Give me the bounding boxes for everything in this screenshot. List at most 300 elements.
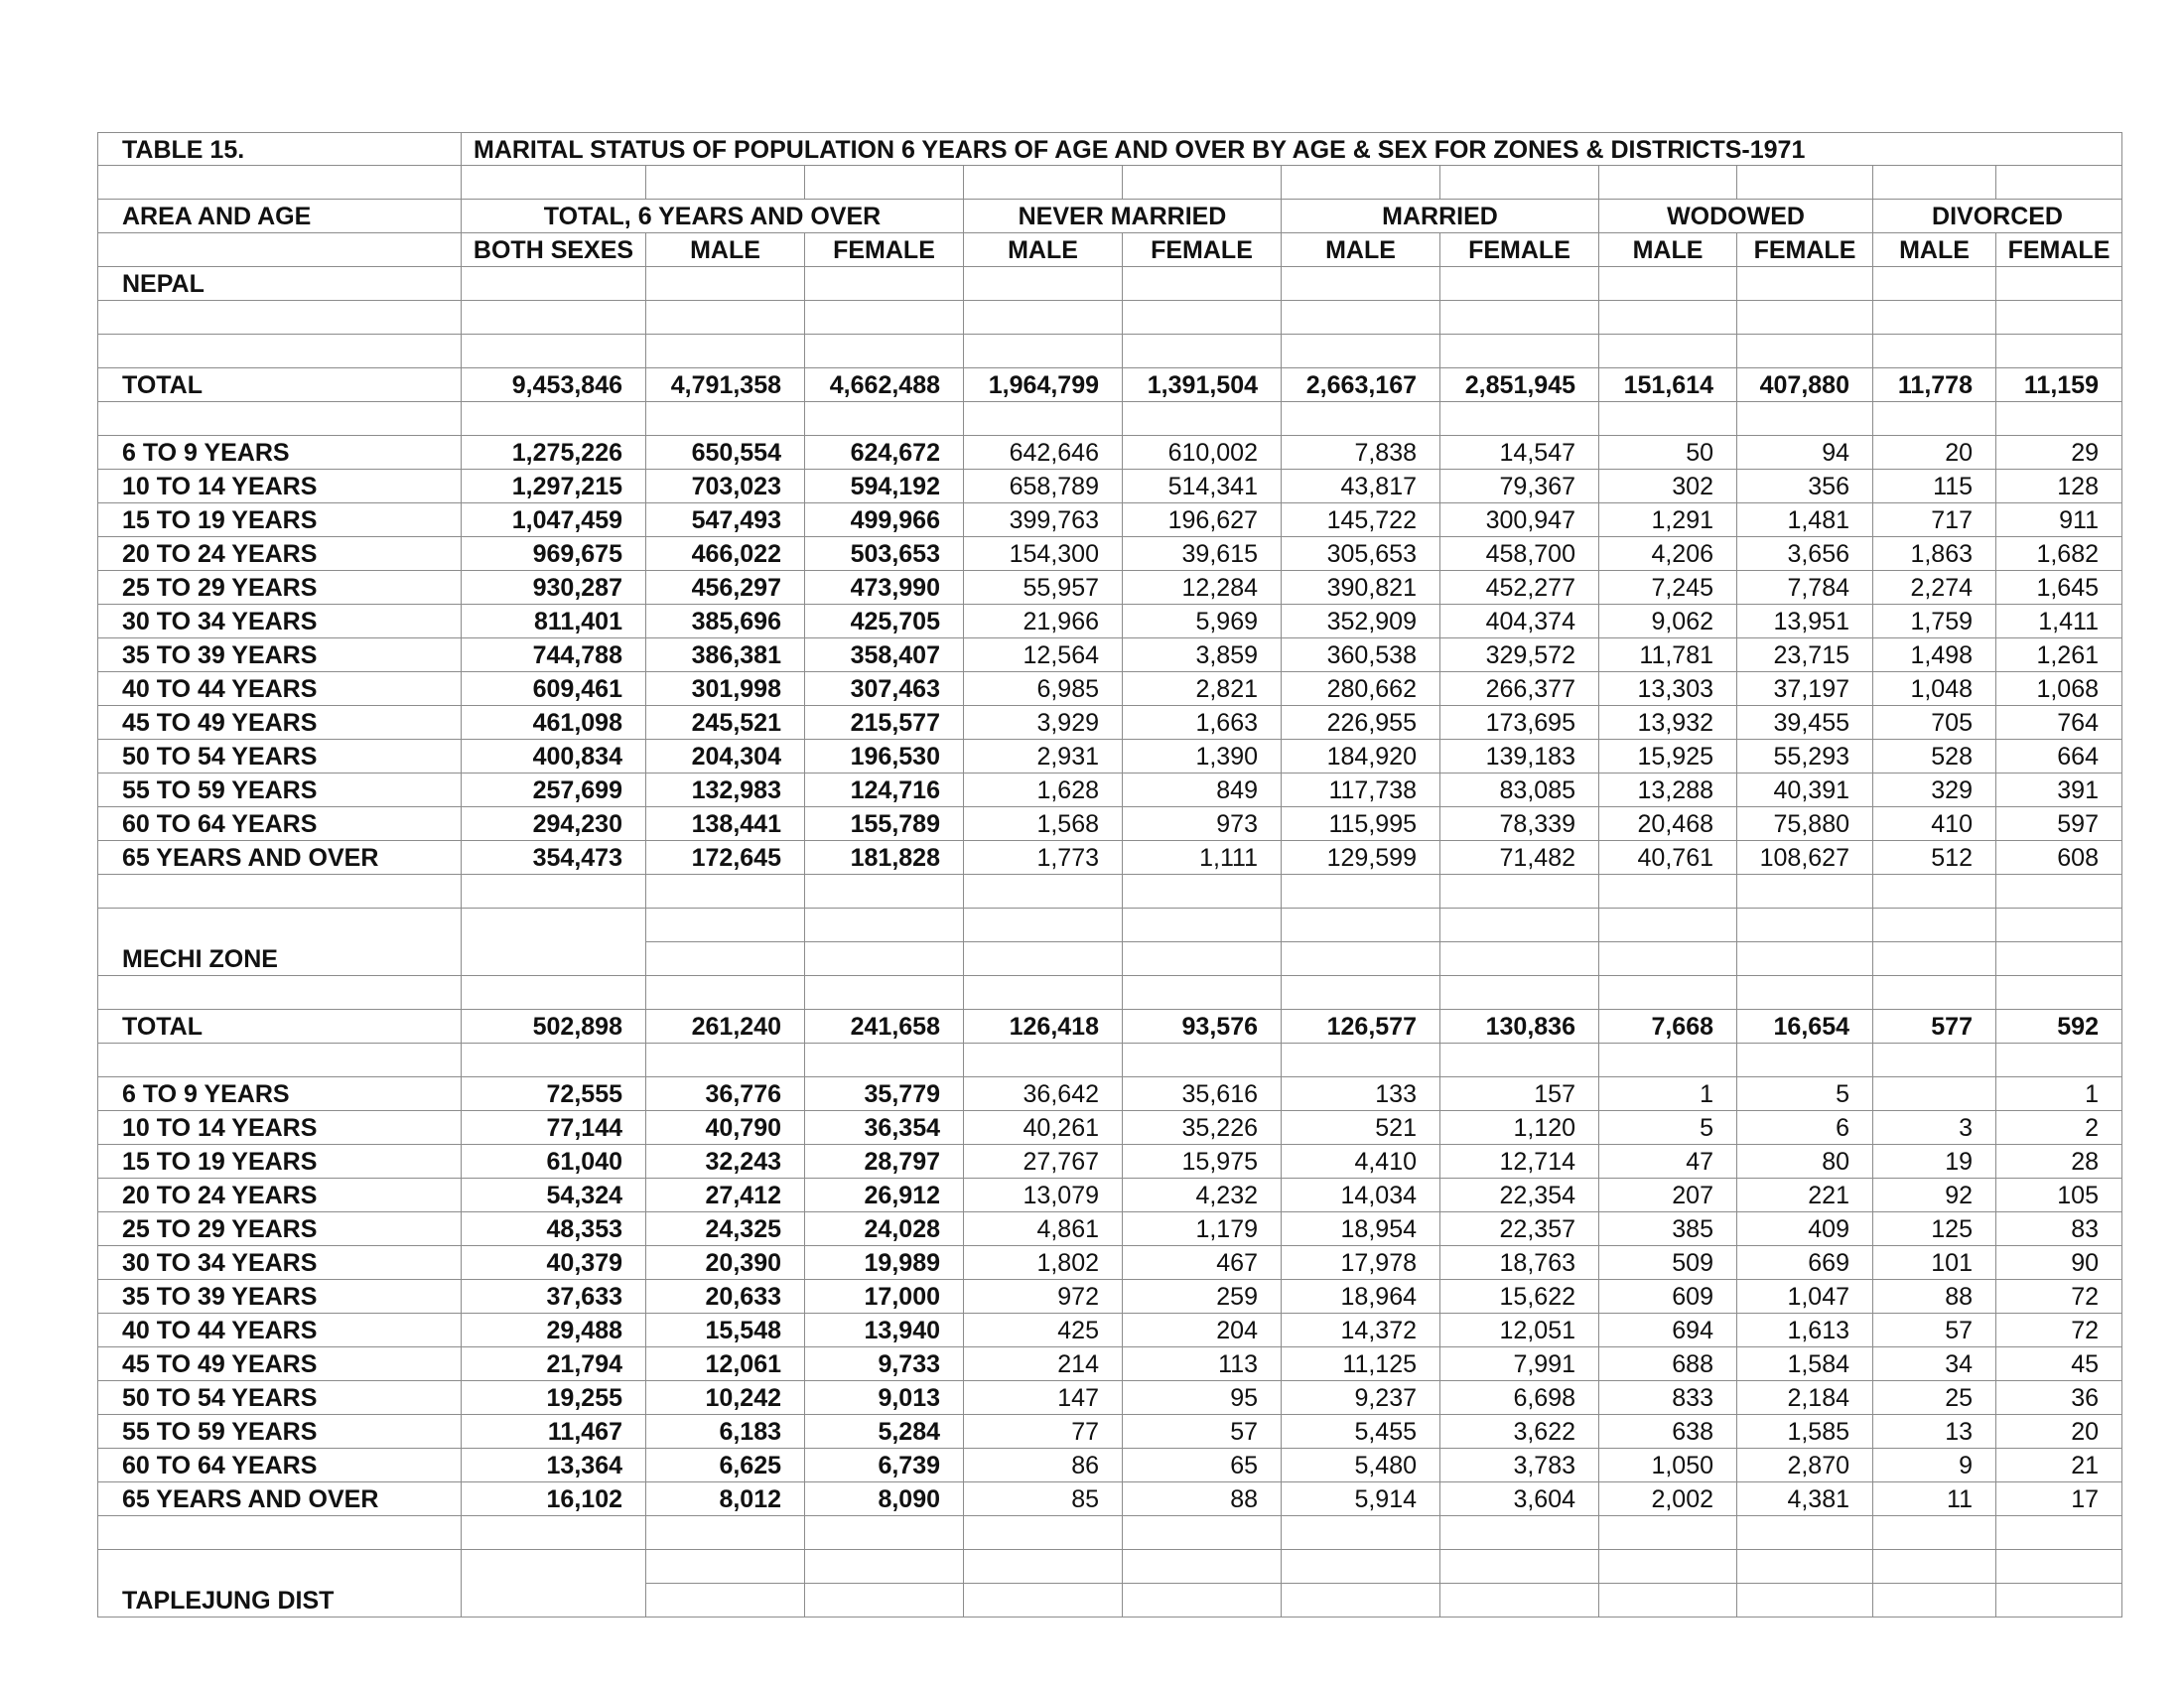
data-cell: 115,995 (1282, 807, 1440, 841)
data-cell: 25 (1873, 1381, 1996, 1415)
empty-cell (1996, 1550, 2122, 1584)
data-cell: 77,144 (462, 1111, 646, 1145)
empty-cell (805, 301, 964, 335)
data-cell: 207 (1599, 1179, 1737, 1212)
empty-cell (1996, 267, 2122, 301)
empty-cell (462, 166, 646, 200)
empty-cell (1873, 1550, 1996, 1584)
data-cell: 930,287 (462, 571, 646, 605)
data-cell: 147 (964, 1381, 1123, 1415)
subcolumn-header: FEMALE (805, 233, 964, 267)
empty-cell (1737, 301, 1873, 335)
data-cell: 124,716 (805, 774, 964, 807)
age-group-label: 25 TO 29 YEARS (97, 571, 462, 605)
data-cell: 456,297 (646, 571, 805, 605)
empty-cell (1737, 1516, 1873, 1550)
data-cell: 14,547 (1440, 436, 1599, 470)
empty-cell (805, 267, 964, 301)
data-cell (1873, 1077, 1996, 1111)
empty-cell (1996, 909, 2122, 942)
empty-cell (805, 166, 964, 200)
data-cell: 5,480 (1282, 1449, 1440, 1482)
section-header-row (97, 942, 2122, 976)
data-cell: 20 (1873, 436, 1996, 470)
data-cell: 744,788 (462, 638, 646, 672)
data-cell: 55,957 (964, 571, 1123, 605)
data-cell: 1 (1599, 1077, 1737, 1111)
table-row (97, 537, 2122, 571)
empty-cell (1282, 909, 1440, 942)
empty-cell (646, 976, 805, 1010)
data-cell: 399,763 (964, 503, 1123, 537)
data-cell: 3,656 (1737, 537, 1873, 571)
age-group-label: 25 TO 29 YEARS (97, 1212, 462, 1246)
data-cell: 1,863 (1873, 537, 1996, 571)
empty-cell (1599, 267, 1737, 301)
data-cell: 22,354 (1440, 1179, 1599, 1212)
data-cell: 452,277 (1440, 571, 1599, 605)
total-value: 502,898 (462, 1010, 646, 1044)
data-cell: 14,034 (1282, 1179, 1440, 1212)
empty-cell (1123, 1516, 1282, 1550)
empty-cell (1996, 1584, 2122, 1618)
age-group-label: 45 TO 49 YEARS (97, 1347, 462, 1381)
empty-cell (964, 1044, 1123, 1077)
data-cell: 24,028 (805, 1212, 964, 1246)
empty-cell (1873, 909, 1996, 942)
age-group-label: 15 TO 19 YEARS (97, 1145, 462, 1179)
data-cell: 352,909 (1282, 605, 1440, 638)
empty-cell (1737, 1550, 1873, 1584)
empty-cell (1599, 875, 1737, 909)
total-value: 2,851,945 (1440, 368, 1599, 402)
data-cell: 196,627 (1123, 503, 1282, 537)
data-cell: 36,642 (964, 1077, 1123, 1111)
subcolumn-header: MALE (646, 233, 805, 267)
data-cell: 1 (1996, 1077, 2122, 1111)
column-group-header: TOTAL, 6 YEARS AND OVER (462, 200, 964, 233)
data-cell: 40,379 (462, 1246, 646, 1280)
data-cell: 173,695 (1440, 706, 1599, 740)
empty-cell (97, 909, 462, 942)
data-cell: 184,920 (1282, 740, 1440, 774)
empty-cell (1996, 335, 2122, 368)
data-cell: 215,577 (805, 706, 964, 740)
total-value: 261,240 (646, 1010, 805, 1044)
data-cell: 15,925 (1599, 740, 1737, 774)
data-cell: 266,377 (1440, 672, 1599, 706)
data-cell: 83,085 (1440, 774, 1599, 807)
empty-cell (1282, 402, 1440, 436)
data-cell: 40,790 (646, 1111, 805, 1145)
data-cell: 301,998 (646, 672, 805, 706)
data-cell: 7,245 (1599, 571, 1737, 605)
empty-cell (1440, 942, 1599, 976)
data-cell: 95 (1123, 1381, 1282, 1415)
total-value: 9,453,846 (462, 368, 646, 402)
empty-cell (1873, 267, 1996, 301)
data-cell: 12,061 (646, 1347, 805, 1381)
data-cell: 6 (1737, 1111, 1873, 1145)
age-group-label: 65 YEARS AND OVER (97, 1482, 462, 1516)
total-value: 16,654 (1737, 1010, 1873, 1044)
empty-cell (1123, 267, 1282, 301)
data-cell: 3,783 (1440, 1449, 1599, 1482)
data-cell: 17 (1996, 1482, 2122, 1516)
empty-cell (1123, 301, 1282, 335)
empty-cell (1873, 875, 1996, 909)
data-cell: 11,467 (462, 1415, 646, 1449)
total-value: 241,658 (805, 1010, 964, 1044)
data-cell: 911 (1996, 503, 2122, 537)
data-cell: 1,663 (1123, 706, 1282, 740)
total-value: 7,668 (1599, 1010, 1737, 1044)
age-group-label: 40 TO 44 YEARS (97, 1314, 462, 1347)
table-row (97, 605, 2122, 638)
data-cell: 138,441 (646, 807, 805, 841)
section-total-row (97, 1010, 2122, 1044)
data-cell: 3,604 (1440, 1482, 1599, 1516)
table-row (97, 1482, 2122, 1516)
data-cell: 664 (1996, 740, 2122, 774)
column-group-header: WODOWED (1599, 200, 1873, 233)
data-cell: 154,300 (964, 537, 1123, 571)
data-cell: 125 (1873, 1212, 1996, 1246)
data-cell: 473,990 (805, 571, 964, 605)
data-cell: 18,954 (1282, 1212, 1440, 1246)
empty-cell (462, 942, 646, 976)
data-cell: 2 (1996, 1111, 2122, 1145)
data-cell: 13 (1873, 1415, 1996, 1449)
spacer-row (97, 875, 2122, 909)
data-cell: 8,090 (805, 1482, 964, 1516)
data-cell: 1,682 (1996, 537, 2122, 571)
data-cell: 1,068 (1996, 672, 2122, 706)
data-cell: 461,098 (462, 706, 646, 740)
empty-cell (1440, 267, 1599, 301)
empty-cell (1599, 1584, 1737, 1618)
data-cell: 9,733 (805, 1347, 964, 1381)
data-cell: 1,802 (964, 1246, 1123, 1280)
data-cell: 9,237 (1282, 1381, 1440, 1415)
data-cell: 55,293 (1737, 740, 1873, 774)
empty-cell (1282, 335, 1440, 368)
data-cell: 172,645 (646, 841, 805, 875)
data-cell: 21 (1996, 1449, 2122, 1482)
total-value: 126,418 (964, 1010, 1123, 1044)
data-cell: 214 (964, 1347, 1123, 1381)
table-row (97, 1280, 2122, 1314)
data-cell: 5 (1599, 1111, 1737, 1145)
data-cell: 35,779 (805, 1077, 964, 1111)
data-cell: 75,880 (1737, 807, 1873, 841)
section-header-row (97, 1550, 2122, 1584)
empty-cell (97, 1044, 462, 1077)
data-cell: 3,929 (964, 706, 1123, 740)
age-group-label: 35 TO 39 YEARS (97, 638, 462, 672)
total-value: 577 (1873, 1010, 1996, 1044)
spacer-row (97, 976, 2122, 1010)
table-row (97, 1111, 2122, 1145)
empty-cell (964, 875, 1123, 909)
data-cell: 157 (1440, 1077, 1599, 1111)
spacer-row (97, 166, 2122, 200)
data-cell: 6,698 (1440, 1381, 1599, 1415)
empty-cell (646, 335, 805, 368)
empty-cell (1123, 335, 1282, 368)
data-cell: 521 (1282, 1111, 1440, 1145)
data-cell: 458,700 (1440, 537, 1599, 571)
data-cell: 514,341 (1123, 470, 1282, 503)
data-cell: 221 (1737, 1179, 1873, 1212)
data-cell: 57 (1123, 1415, 1282, 1449)
data-cell: 1,390 (1123, 740, 1282, 774)
data-cell: 20 (1996, 1415, 2122, 1449)
data-cell: 2,931 (964, 740, 1123, 774)
empty-cell (1737, 267, 1873, 301)
table-row (97, 1246, 2122, 1280)
data-cell: 624,672 (805, 436, 964, 470)
age-group-label: 35 TO 39 YEARS (97, 1280, 462, 1314)
age-group-label: 45 TO 49 YEARS (97, 706, 462, 740)
empty-cell (1873, 335, 1996, 368)
empty-cell (1123, 909, 1282, 942)
data-cell: 90 (1996, 1246, 2122, 1280)
data-cell: 547,493 (646, 503, 805, 537)
table-row (97, 1314, 2122, 1347)
data-cell: 2,821 (1123, 672, 1282, 706)
column-group-header: MARRIED (1282, 200, 1599, 233)
data-cell: 2,002 (1599, 1482, 1737, 1516)
data-cell: 17,978 (1282, 1246, 1440, 1280)
empty-cell (1996, 942, 2122, 976)
data-cell: 101 (1873, 1246, 1996, 1280)
data-cell: 17,000 (805, 1280, 964, 1314)
data-cell: 35,226 (1123, 1111, 1282, 1145)
data-cell: 39,615 (1123, 537, 1282, 571)
data-cell: 15,548 (646, 1314, 805, 1347)
data-cell: 609,461 (462, 672, 646, 706)
data-cell: 196,530 (805, 740, 964, 774)
empty-cell (462, 909, 646, 942)
data-cell: 1,613 (1737, 1314, 1873, 1347)
empty-cell (805, 976, 964, 1010)
empty-cell (1996, 976, 2122, 1010)
data-cell: 3,859 (1123, 638, 1282, 672)
empty-cell (1282, 875, 1440, 909)
empty-cell (1599, 301, 1737, 335)
subcolumn-header: MALE (964, 233, 1123, 267)
table-row (97, 1347, 2122, 1381)
data-cell: 307,463 (805, 672, 964, 706)
data-cell: 29,488 (462, 1314, 646, 1347)
empty-cell (1737, 1584, 1873, 1618)
data-cell: 11,781 (1599, 638, 1737, 672)
section-name: NEPAL (97, 267, 462, 301)
data-cell: 32,243 (646, 1145, 805, 1179)
data-cell: 155,789 (805, 807, 964, 841)
data-cell: 36 (1996, 1381, 2122, 1415)
table-row (97, 1381, 2122, 1415)
data-cell: 305,653 (1282, 537, 1440, 571)
total-value: 407,880 (1737, 368, 1873, 402)
data-cell: 391 (1996, 774, 2122, 807)
data-cell: 694 (1599, 1314, 1737, 1347)
table-row (97, 436, 2122, 470)
empty-cell (805, 1516, 964, 1550)
data-cell: 85 (964, 1482, 1123, 1516)
data-cell: 48,353 (462, 1212, 646, 1246)
empty-cell (646, 1550, 805, 1584)
data-cell: 16,102 (462, 1482, 646, 1516)
data-cell: 9,062 (1599, 605, 1737, 638)
data-cell: 1,481 (1737, 503, 1873, 537)
data-cell: 28 (1996, 1145, 2122, 1179)
data-cell: 1,048 (1873, 672, 1996, 706)
empty-cell (1123, 166, 1282, 200)
data-cell: 9 (1873, 1449, 1996, 1482)
total-value: 4,662,488 (805, 368, 964, 402)
data-cell: 503,653 (805, 537, 964, 571)
data-cell: 300,947 (1440, 503, 1599, 537)
data-cell: 1,759 (1873, 605, 1996, 638)
data-cell: 4,381 (1737, 1482, 1873, 1516)
table-row (97, 1449, 2122, 1482)
data-cell: 425 (964, 1314, 1123, 1347)
data-cell: 528 (1873, 740, 1996, 774)
section-name: TAPLEJUNG DIST (97, 1584, 462, 1618)
total-value: 11,778 (1873, 368, 1996, 402)
data-cell: 18,763 (1440, 1246, 1599, 1280)
data-cell: 4,410 (1282, 1145, 1440, 1179)
empty-cell (462, 1550, 646, 1584)
empty-cell (97, 233, 462, 267)
table-row (97, 1145, 2122, 1179)
empty-cell (1996, 1516, 2122, 1550)
table-label: TABLE 15. (97, 132, 462, 166)
subcolumn-header: MALE (1599, 233, 1737, 267)
data-cell: 356 (1737, 470, 1873, 503)
column-group-header: NEVER MARRIED (964, 200, 1282, 233)
data-cell: 608 (1996, 841, 2122, 875)
data-cell: 7,784 (1737, 571, 1873, 605)
empty-cell (1282, 1584, 1440, 1618)
spacer-row (97, 1516, 2122, 1550)
data-cell: 13,940 (805, 1314, 964, 1347)
empty-cell (646, 1516, 805, 1550)
data-cell: 386,381 (646, 638, 805, 672)
total-label: TOTAL (97, 1010, 462, 1044)
data-cell: 1,585 (1737, 1415, 1873, 1449)
data-cell: 358,407 (805, 638, 964, 672)
data-cell: 1,261 (1996, 638, 2122, 672)
spacer-row (97, 1044, 2122, 1077)
data-cell: 22,357 (1440, 1212, 1599, 1246)
data-cell: 105 (1996, 1179, 2122, 1212)
total-label: TOTAL (97, 368, 462, 402)
section-name: MECHI ZONE (97, 942, 462, 976)
data-cell: 10,242 (646, 1381, 805, 1415)
data-cell: 1,568 (964, 807, 1123, 841)
data-cell: 133 (1282, 1077, 1440, 1111)
data-cell: 1,047,459 (462, 503, 646, 537)
empty-cell (97, 875, 462, 909)
data-cell: 969,675 (462, 537, 646, 571)
data-cell: 1,498 (1873, 638, 1996, 672)
empty-cell (1282, 166, 1440, 200)
empty-cell (462, 1044, 646, 1077)
data-cell: 425,705 (805, 605, 964, 638)
total-value: 1,964,799 (964, 368, 1123, 402)
data-cell: 7,991 (1440, 1347, 1599, 1381)
data-cell: 47 (1599, 1145, 1737, 1179)
data-cell: 811,401 (462, 605, 646, 638)
data-cell: 13,932 (1599, 706, 1737, 740)
table-row (97, 1212, 2122, 1246)
data-cell: 4,861 (964, 1212, 1123, 1246)
data-cell: 973 (1123, 807, 1282, 841)
data-cell: 15,975 (1123, 1145, 1282, 1179)
table-title: MARITAL STATUS OF POPULATION 6 YEARS OF AGE AND OVER BY AGE & SEX FOR ZONES & DISTRICTS-1971 (462, 132, 2122, 166)
age-group-label: 30 TO 34 YEARS (97, 1246, 462, 1280)
empty-cell (1737, 909, 1873, 942)
section-header-row (97, 1584, 2122, 1618)
empty-cell (964, 335, 1123, 368)
data-cell: 21,794 (462, 1347, 646, 1381)
data-cell: 703,023 (646, 470, 805, 503)
data-cell: 37,197 (1737, 672, 1873, 706)
empty-cell (964, 1584, 1123, 1618)
empty-cell (1996, 875, 2122, 909)
empty-cell (1599, 1044, 1737, 1077)
subcolumn-header: BOTH SEXES (462, 233, 646, 267)
data-cell: 57 (1873, 1314, 1996, 1347)
empty-cell (805, 335, 964, 368)
data-cell: 88 (1123, 1482, 1282, 1516)
data-cell: 14,372 (1282, 1314, 1440, 1347)
data-cell: 2,870 (1737, 1449, 1873, 1482)
data-cell: 23,715 (1737, 638, 1873, 672)
data-cell: 650,554 (646, 436, 805, 470)
data-cell: 54,324 (462, 1179, 646, 1212)
total-value: 126,577 (1282, 1010, 1440, 1044)
empty-cell (1123, 976, 1282, 1010)
table-row (97, 470, 2122, 503)
data-cell: 13,951 (1737, 605, 1873, 638)
data-cell: 19 (1873, 1145, 1996, 1179)
data-cell: 13,288 (1599, 774, 1737, 807)
data-cell: 257,699 (462, 774, 646, 807)
empty-cell (462, 301, 646, 335)
data-cell: 43,817 (1282, 470, 1440, 503)
total-value: 93,576 (1123, 1010, 1282, 1044)
empty-cell (1737, 875, 1873, 909)
section-header-row (97, 267, 2122, 301)
empty-cell (1873, 1584, 1996, 1618)
data-cell: 61,040 (462, 1145, 646, 1179)
data-cell: 1,275,226 (462, 436, 646, 470)
empty-cell (1282, 976, 1440, 1010)
empty-cell (1873, 1044, 1996, 1077)
age-group-label: 55 TO 59 YEARS (97, 774, 462, 807)
spacer-row (97, 301, 2122, 335)
empty-cell (462, 335, 646, 368)
data-cell: 78,339 (1440, 807, 1599, 841)
data-cell: 764 (1996, 706, 2122, 740)
table-row (97, 1415, 2122, 1449)
empty-cell (1440, 1516, 1599, 1550)
data-cell: 1,411 (1996, 605, 2122, 638)
